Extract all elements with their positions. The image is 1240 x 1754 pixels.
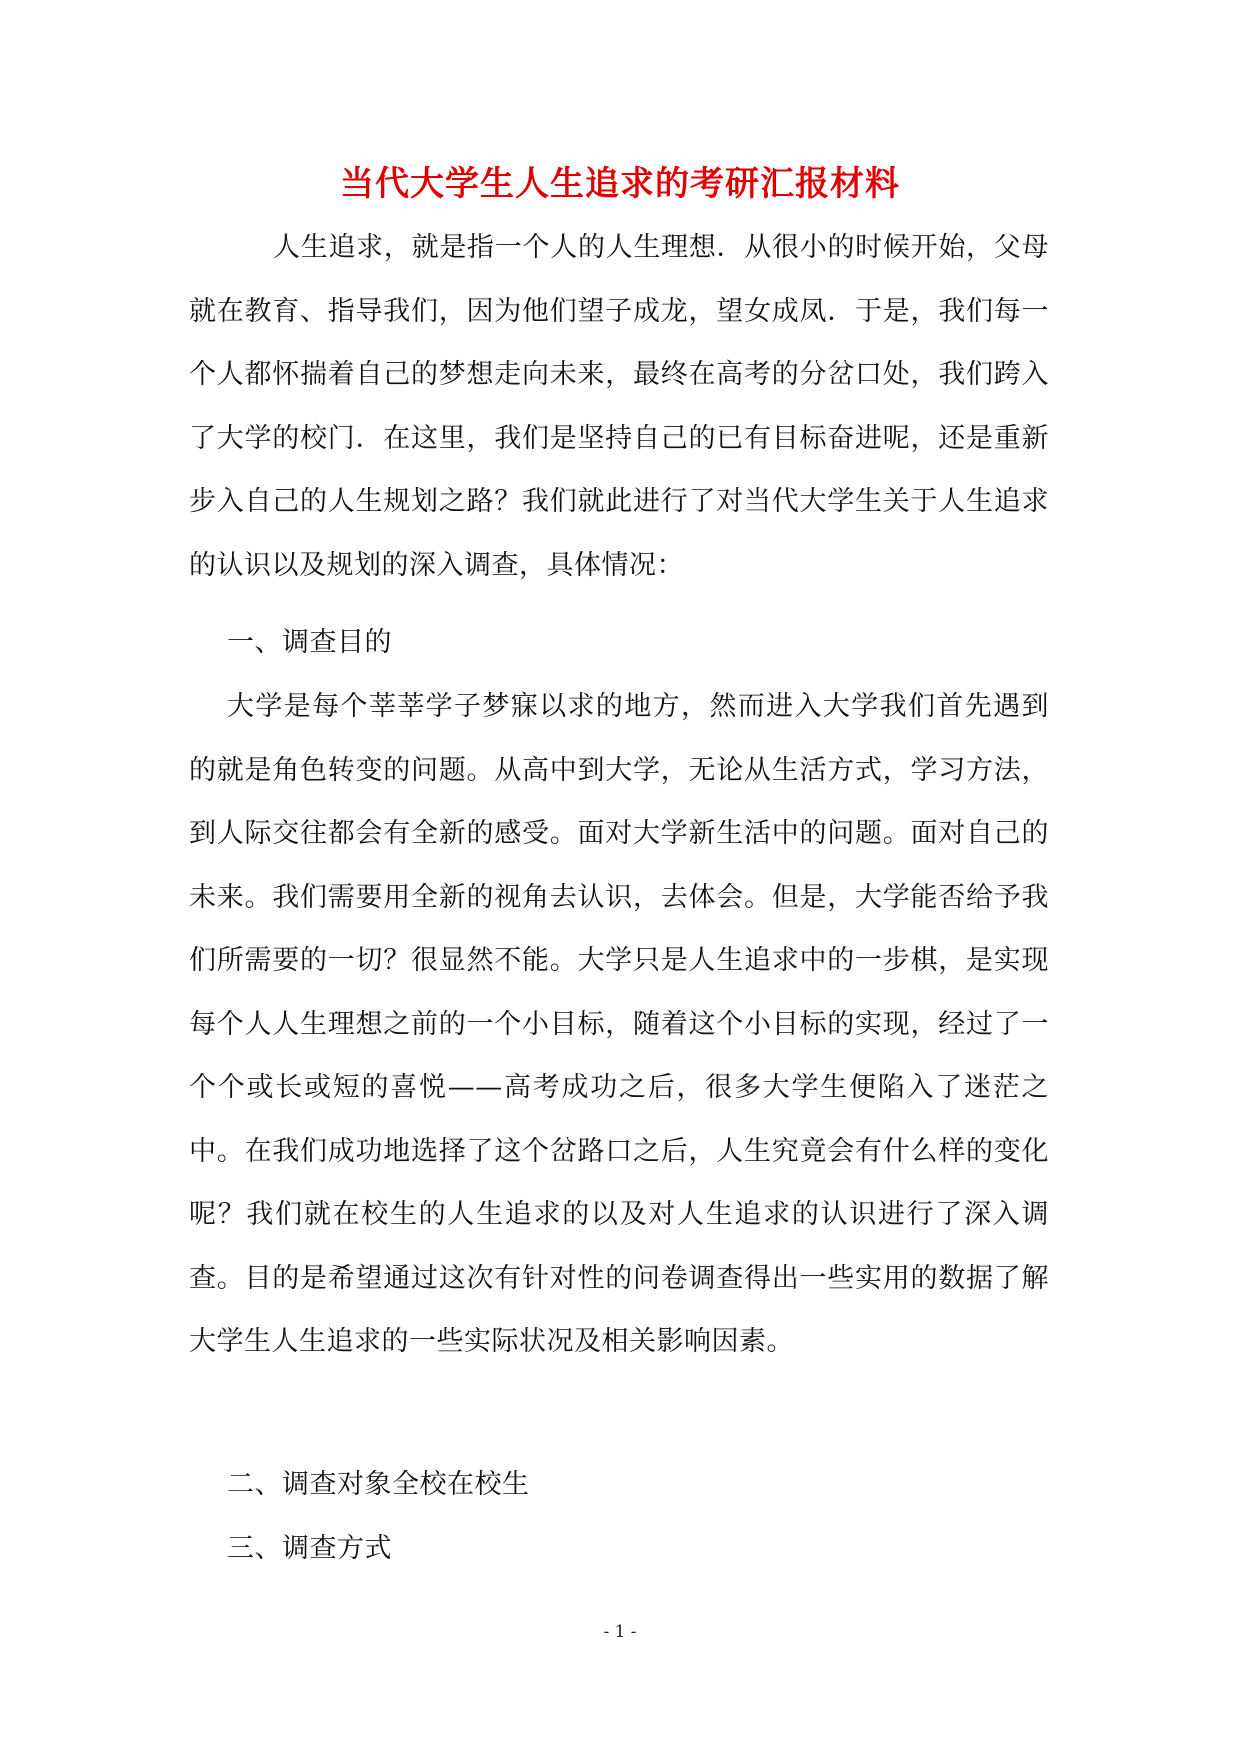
section-heading-subjects: 二、调查对象全校在校生: [227, 1469, 530, 1500]
section-heading-purpose: 一、调查目的: [227, 627, 392, 658]
page-number: - 1 -: [603, 1622, 637, 1642]
purpose-paragraph: 大学是每个莘莘学子梦寐以求的地方，然而进入大学我们首先遇到的就是角色转变的问题。从高中到大学，无论从生活方式，学习方法，到人际交往都会有全新的感受。面对大学新生活中的问题。面对自己的未来。我们需要用全新的视角去认识，去体会。但是，大学能否给予我们所需要的一切？很显然不能。大学只是人生追求中的一步棋，是实现每个人人生理想之前的一个小目标，随着这个小目标的实现，经过了一个个或长或短的喜悦——高考成功之后，很多大学生便陷入了迷茫之中。在我们成功地选择了这个岔路口之后，人生究竟会有什么样的变化呢？我们就在校生的人生追求的以及对人生追求的认识进行了深入调查。目的是希望通过这次有针对性的问卷调查得出一些实用的数据了解大学生人生追求的一些实际状况及相关影响因素。: [189, 691, 1049, 1357]
document-title: 当代大学生人生追求的考研汇报材料: [340, 164, 900, 204]
intro-paragraph: 人生追求，就是指一个人的人生理想．从很小的时候开始，父母就在教育、指导我们，因为他们望子成龙，望女成凤．于是，我们每一个人都怀揣着自己的梦想走向未来，最终在高考的分岔口处，我们跨入了大学的校门．在这里，我们是坚持自己的已有目标奋进呢，还是重新步入自己的人生规划之路？我们就此进行了对当代大学生关于人生追求的认识以及规划的深入调查，具体情况：: [189, 232, 1049, 581]
section-heading-method: 三、调查方式: [227, 1533, 392, 1564]
